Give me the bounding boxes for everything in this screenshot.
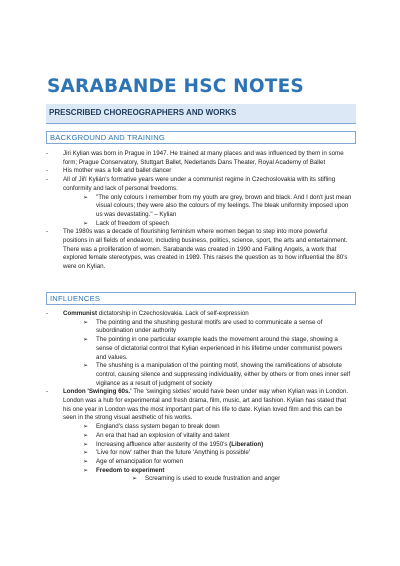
section-header-influences	[46, 292, 356, 305]
subtitle-bar	[46, 104, 356, 124]
sub-list-item	[83, 457, 353, 467]
bullet-marker: -	[46, 176, 49, 184]
sub-list-item	[83, 318, 353, 336]
subtitle: PRESCRIBED CHOREOGRAPHERS AND WORKS	[49, 108, 237, 117]
sub-list-item	[83, 362, 353, 388]
sub-list-item	[83, 423, 353, 432]
item-text: An era that had an explosion of vitality and talent	[96, 431, 230, 439]
section-heading: BACKGROUND AND TRAINING	[50, 133, 166, 142]
arrow-bullet-icon: ➢	[83, 337, 89, 344]
bullet-marker: -	[46, 167, 49, 175]
item-text: All of Jiří Kylián's formative years were under a communist regime in Czechoslovakia with its stifling conformity and lack of personal freedoms.	[63, 176, 336, 192]
arrow-bullet-icon: ➢	[132, 476, 138, 483]
list-item	[46, 167, 353, 176]
item-text: 'Live for now' rather than the future 'Anything is possible'	[96, 449, 250, 457]
sub-list-item	[83, 219, 353, 229]
sub-list-item	[83, 193, 353, 220]
item-text: Age of emancipation for women	[96, 457, 184, 465]
list-item	[46, 176, 353, 193]
arrow-bullet-icon: ➢	[83, 467, 89, 474]
background-content	[0, 150, 400, 272]
sub-list-item	[83, 440, 353, 450]
item-text: dictatorship in Czechoslovakia. Lack of self-expression	[97, 310, 249, 317]
sub-list-item	[83, 466, 353, 476]
item-text: Jiri Kylian was born in Prague in 1947. He trained at many places and was influenced by them in some form; Prague Conservatory, Stuttgart Ballet, Nederlands Dans Theater, Royal Academy of Ballet	[63, 150, 344, 166]
arrow-bullet-icon: ➢	[83, 424, 89, 431]
item-text: The pointing and the shushing gestural motifs are used to communicate a sense of subordination under authority	[96, 318, 323, 335]
item-text: Freedom to experiment	[96, 466, 165, 474]
bullet-marker: -	[46, 310, 49, 317]
item-text: Lack of freedom of speech	[96, 219, 169, 227]
item-text: England's class system began to break down	[96, 423, 220, 431]
list-item	[46, 310, 353, 319]
arrow-bullet-icon: ➢	[83, 458, 89, 465]
sub-sub-list-item	[132, 475, 353, 484]
section-header-background	[46, 131, 356, 144]
item-bold-lead: Communist	[63, 310, 98, 317]
document-title: SARABANDE HSC NOTES	[47, 76, 304, 97]
item-text: The shushing is a manipulation of the pointing motif, showing the ramifications of absolute control, causing silence and suppressing individuality, either by others or from ones inner self vigilance as a result of judgment of society	[96, 362, 351, 387]
influences-content	[0, 310, 400, 484]
item-text: Increasing affluence after austerity of the 1950's	[96, 440, 230, 448]
sub-list-item	[83, 449, 353, 458]
arrow-bullet-icon: ➢	[83, 319, 89, 326]
section-heading: INFLUENCES	[50, 294, 101, 303]
arrow-bullet-icon: ➢	[83, 194, 89, 201]
bullet-marker: -	[46, 388, 49, 396]
item-bold-tail: (Liberation)	[229, 440, 264, 448]
arrow-bullet-icon: ➢	[83, 220, 89, 227]
item-text: Screaming is used to exude frustration and anger	[145, 475, 281, 483]
arrow-bullet-icon: ➢	[83, 441, 89, 448]
item-text: The pointing in one particular example leads the movement around the stage, showing a sense of dictatorial control that Kylian experienced in his lifetime under communist powers and values.	[96, 336, 343, 361]
item-text: "The only colours I remember from my youth are grey, brown and black. And I don't just mean visual colours; they were also the colours of my feelings. The bleak uniformity imposed upon us was devastating." – Kylian	[96, 193, 352, 218]
arrow-bullet-icon: ➢	[83, 363, 89, 370]
item-text: The 'swinging sixties' would have been under way when Kylian was in London. London was a hub for experimental and fresh drama, film, music, art and fashion. Kylian has stated that his one year in London was the most important part of his life to date. Kylian loved film and this can be seen in the strong visual aesthetic of his works.	[63, 388, 349, 422]
list-item	[46, 150, 353, 167]
arrow-bullet-icon: ➢	[83, 450, 89, 457]
bullet-marker: -	[46, 228, 49, 236]
item-text: His mother was a folk and ballet dancer	[63, 167, 172, 175]
item-bold-lead: London 'Swinging 60s.'	[63, 388, 132, 396]
sub-list-item	[83, 336, 353, 362]
list-item	[46, 388, 353, 423]
list-item	[46, 228, 353, 272]
bullet-marker: -	[46, 150, 49, 157]
arrow-bullet-icon: ➢	[83, 432, 89, 439]
item-text: The 1980s was a decade of flourishing feminism where women began to step into more powerful positions in all fields of endeavor, including business, politics, science, sport, the arts and entertainment. There was a proliferation of women. Sarabande was created in 1990 and Falling Angels, a work that explored female stereotypes, was created in 1989. This raises the question as to how influential the 80's were on Kylian.	[63, 228, 348, 271]
sub-list-item	[83, 431, 353, 441]
